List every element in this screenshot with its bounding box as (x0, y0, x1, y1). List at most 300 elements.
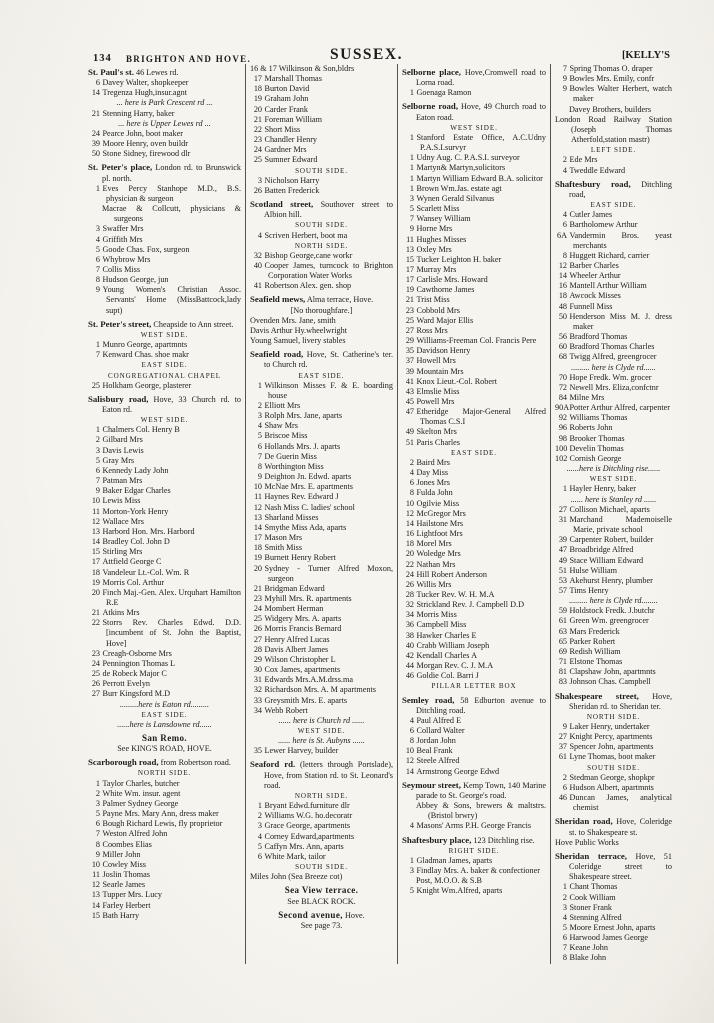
house-number: 14 (91, 88, 100, 98)
directory-entry: 12 Searle James (88, 880, 241, 890)
directory-entry: 4 Stenning Alfred (555, 913, 672, 923)
directory-entry: 5 Gray Mrs (88, 456, 241, 466)
house-number: 26 (91, 679, 100, 689)
directory-entry: 6 Harwood James George (555, 933, 672, 943)
directory-entry: 10 Lewis Miss (88, 496, 241, 506)
house-number: 23 (91, 648, 100, 658)
house-number: 9 (95, 849, 100, 859)
house-number: 22 (405, 559, 414, 569)
directory-entry: 16 Mantell Arthur William (555, 281, 672, 291)
house-number: 22 (253, 124, 262, 134)
street-heading: Second avenue, Hove. (278, 909, 365, 920)
house-number: 35 (405, 346, 414, 356)
directory-entry: 10 McNae Mrs. E. apartments (250, 482, 393, 492)
house-number: 21 (253, 583, 262, 593)
directory-entry: 7 Collis Miss (88, 265, 241, 275)
directory-entry: 23 Cobbold Mrs (402, 306, 546, 316)
side-heading: SOUTH SIDE. (587, 763, 640, 772)
house-number: 1 (562, 882, 567, 892)
see-reference: See KING'S ROAD, HOVE. (117, 744, 212, 754)
directory-entry: 18 Morel Mrs (402, 539, 546, 549)
directory-entry: 6 Hollands Mrs. J. aparts (250, 442, 393, 452)
house-number: 27 (253, 634, 262, 644)
house-number: 16 (558, 281, 567, 291)
directory-entry: 7 Patman Mrs (88, 476, 241, 486)
house-number: 10 (253, 482, 262, 492)
directory-entry: 51 Paris Charles (402, 438, 546, 448)
directory-entry: 16 Lightfoot Mrs (402, 529, 546, 539)
street-heading: Seafield road, Hove, St. Catherine's ter. to Church rd. (250, 349, 393, 370)
house-number: 6 (95, 465, 100, 475)
directory-entry: 5 Goode Chas. Fox, surgeon (88, 245, 241, 255)
house-number: 7 (409, 214, 414, 224)
directory-entry: Davey Brothers, builders (569, 104, 652, 114)
directory-entry: 13 Tupper Mrs. Lucy (88, 890, 241, 900)
house-number: 1 (257, 380, 262, 390)
street-heading: Sheridan terrace, Hove, 51 Coleridge street to Shakespeare street. (555, 850, 672, 882)
column-container (84, 64, 676, 964)
house-number: 1 (95, 340, 100, 350)
directory-entry: Ovenden Mrs. Jane, smith (250, 315, 336, 325)
house-number: 39 (558, 535, 567, 545)
house-number: 46 (558, 793, 567, 803)
directory-entry: 20 Finch Maj.-Gen. Alex. Urquhart Hamilton R.E (88, 588, 241, 608)
directory-entry: 39 Moore Henry, oven buildr (88, 139, 241, 149)
house-number: 6A (556, 230, 567, 240)
house-number: 4 (409, 715, 414, 725)
directory-entry: 9 Miller John (88, 850, 241, 860)
directory-entry: 11 Morton-York Henry (88, 507, 241, 517)
street-name: Sheridan road, (555, 816, 613, 827)
house-number: 1 (95, 778, 100, 788)
house-number: 5 (257, 431, 262, 441)
directory-entry: 41 Robertson Alex. gen. shop (250, 281, 393, 291)
directory-entry: 33 Greysmith Mrs. E. aparts (250, 696, 393, 706)
house-number: 57 (558, 585, 567, 595)
directory-entry: 13 Oxley Mrs (402, 245, 546, 255)
side-heading: EAST SIDE. (298, 371, 345, 380)
directory-entry: 10 Cowley Miss (88, 860, 241, 870)
directory-entry: 40 Crabb William Joseph (402, 641, 546, 651)
directory-entry: 4 Tweddle Edward (555, 166, 672, 176)
cross-street-note: ...... here is Church rd ...... (278, 715, 365, 725)
house-number: 18 (253, 543, 262, 553)
house-number: 70 (558, 372, 567, 382)
directory-entry: 1 Martyn William Edward B.A. solicitor (402, 174, 546, 184)
directory-entry: 1 Bryant Edwd.furniture dlr (250, 801, 393, 811)
directory-entry: 23 Chandler Henry (250, 135, 393, 145)
directory-entry: 7 Keane John (555, 943, 672, 953)
directory-entry: 21 Bridgman Edward (250, 584, 393, 594)
directory-entry: 14 Wheeler Arthur (555, 271, 672, 281)
directory-entry: London Road Railway Station (Joseph Thomas Atherfold,station mastr) (555, 114, 672, 145)
house-number: 7 (95, 829, 100, 839)
directory-entry: 13 Harbord Hon. Mrs. Harbord (88, 527, 241, 537)
side-heading: SOUTH SIDE. (295, 166, 348, 175)
house-number: 6 (562, 220, 567, 230)
side-heading: SOUTH SIDE. (295, 221, 348, 230)
directory-entry: 49 Skelton Mrs (402, 427, 546, 437)
house-number: 9 (257, 472, 262, 482)
directory-entry: 44 Morgan Rev. C. J. M.A (402, 661, 546, 671)
directory-entry: 72 Newell Mrs. Eliza,confctnr (555, 383, 672, 393)
directory-entry: 40 Cooper James, turncock to Brighton Corporation Water Works (250, 261, 393, 281)
house-number: 15 (91, 547, 100, 557)
street-name: San Remo. (141, 733, 188, 743)
house-number: 22 (91, 618, 100, 628)
directory-entry: 8 Huggett Richard, carrier (555, 251, 672, 261)
directory-entry: 32 Bishop George,cane workr (250, 251, 393, 261)
house-number: 15 (405, 254, 414, 264)
directory-entry: 14 Armstrong George Edwd (402, 767, 546, 777)
side-heading: CONGREGATIONAL CHAPEL (107, 371, 222, 380)
directory-entry: 3 Nicholson Harry (250, 176, 393, 186)
house-number: 25 (253, 155, 262, 165)
directory-entry: 2 Ede Mrs (555, 155, 672, 165)
county-title: SUSSEX. (330, 46, 403, 63)
directory-entry: 7 Kenward Chas. shoe makr (88, 350, 241, 360)
house-number: 41 (253, 281, 262, 291)
directory-entry: 1 Udny Aug. C. P.A.S.I. surveyor (402, 153, 546, 163)
directory-entry: 1 Chalmers Col. Henry B (88, 425, 241, 435)
house-number: 3 (95, 224, 100, 234)
directory-entry: 34 Webb Robert (250, 706, 393, 716)
directory-entry: 9 Baker Edgar Charles (88, 486, 241, 496)
street-heading: Semley road, 58 Edburton avenue to Ditchling road. (402, 694, 546, 715)
house-number: 18 (91, 567, 100, 577)
street-heading: St. Paul's st. 46 Lewes rd. (88, 67, 179, 77)
directory-entry: Macrae & Collcutt, physicians & surgeons (102, 204, 241, 224)
directory-entry: 17 Murray Mrs (402, 265, 546, 275)
house-number: 7 (257, 451, 262, 461)
house-number: 26 (405, 579, 414, 589)
directory-entry: 2 Williams W.G. ho.decoratr (250, 811, 393, 821)
directory-entry: 2 White Wm. insur. agent (88, 789, 241, 799)
house-number: 10 (91, 496, 100, 506)
street-name: Seaford rd. (250, 759, 296, 770)
house-number: 3 (257, 821, 262, 831)
house-number: 5 (95, 244, 100, 254)
directory-entry: 8 Fulda John (402, 488, 546, 498)
directory-entry: 9 Bowles Mrs. Emily, confr (555, 74, 672, 84)
directory-entry: 35 Lewer Harvey, builder (250, 746, 393, 756)
directory-entry: 26 Morris Francis Bernard (250, 624, 393, 634)
directory-entry: 61 Green Wm. greengrocer (555, 616, 672, 626)
house-number: 8 (562, 250, 567, 260)
side-heading: EAST SIDE. (590, 201, 637, 210)
directory-entry: 47 Etheridge Major-General Alfred Thomas C.S.I (402, 407, 546, 427)
house-number: 81 (558, 667, 567, 677)
house-number: 8 (95, 839, 100, 849)
house-number: 19 (253, 94, 262, 104)
house-number: 3 (95, 445, 100, 455)
house-number: 48 (558, 301, 567, 311)
house-number: 63 (558, 626, 567, 636)
house-number: 12 (405, 508, 414, 518)
directory-entry: 1 Eves Percy Stanhope M.D., B.S. physician & surgeon (88, 184, 241, 204)
directory-entry: 38 Hawker Charles E (402, 631, 546, 641)
house-number: 7 (562, 64, 567, 73)
house-number: 8 (562, 953, 567, 963)
cross-street-note: .........here is Eaton rd......... (119, 699, 210, 709)
house-number: 6 (257, 851, 262, 861)
directory-entry: 39 Mountain Mrs (402, 367, 546, 377)
house-number: 40 (405, 640, 414, 650)
house-number: 24 (91, 128, 100, 138)
cross-street-note: ...... here is Stanley rd ...... (570, 494, 657, 504)
directory-entry: 1 Brown Wm.Jas. estate agt (402, 184, 546, 194)
directory-entry: 65 Parker Robert (555, 637, 672, 647)
directory-entry: 24 Gardner Mrs (250, 145, 393, 155)
house-number: 50 (558, 311, 567, 321)
house-number: 11 (406, 234, 414, 244)
street-name: Selborne place, (402, 67, 461, 77)
house-number: 5 (95, 455, 100, 465)
directory-entry: 43 Elmslie Miss (402, 387, 546, 397)
street-name: Second avenue, (278, 909, 343, 920)
house-number: 14 (91, 900, 100, 910)
directory-entry: 15 Tucker Leighton H. baker (402, 255, 546, 265)
side-heading: WEST SIDE. (450, 123, 498, 132)
street-name: Shakespeare street, (555, 690, 639, 701)
house-number: 14 (253, 522, 262, 532)
house-number: 61 (558, 752, 567, 762)
house-number: 7 (95, 264, 100, 274)
directory-entry: 37 Howell Mrs (402, 356, 546, 366)
directory-entry: 102 Cornish George (555, 453, 622, 463)
house-number: 12 (405, 756, 414, 766)
side-heading: EAST SIDE. (451, 448, 497, 457)
directory-entry: 7 De Guerin Miss (250, 452, 393, 462)
house-number: 25 (405, 315, 414, 325)
house-number: 6 (95, 254, 100, 264)
house-number: 40 (253, 260, 262, 270)
house-number: 29 (405, 336, 414, 346)
directory-entry: 28 Tucker Rev. W. H. M.A (402, 590, 546, 600)
house-number: 14 (91, 537, 100, 547)
directory-column-3 (397, 64, 550, 964)
house-number: 8 (95, 275, 100, 285)
house-number: 13 (91, 526, 100, 536)
house-number: 7 (95, 476, 100, 486)
directory-entry: 70 Hope Fredk. Wm. grocer (555, 373, 672, 383)
directory-entry: 11 Haynes Rev. Edward J (250, 492, 393, 502)
house-number: 1 (95, 425, 100, 435)
house-number: 100 (555, 443, 568, 453)
directory-entry: 10 Beal Frank (402, 746, 546, 756)
street-name: Scotland street, (250, 199, 314, 210)
house-number: 36 (405, 620, 414, 630)
directory-entry: 2 Elliott Mrs (250, 401, 393, 411)
directory-entry: 26 Perrott Evelyn (88, 679, 241, 689)
street-name: Seafield mews, (250, 294, 306, 305)
house-number: 12 (91, 880, 100, 890)
directory-entry: 3 Wynen Gerald Silvanus (402, 194, 546, 204)
directory-entry: 6 Whybrow Mrs (88, 255, 241, 265)
house-number: 2 (257, 401, 262, 410)
directory-entry: 23 Myhill Mrs. R. apartments (250, 594, 393, 604)
directory-entry: 27 Burr Kingsford M.D (88, 689, 241, 699)
street-heading: Sheridan road, Hove, Coleridge st. to Shakespeare st. (555, 816, 672, 837)
directory-entry: 50 Stone Sidney, firewood dlr (88, 149, 241, 159)
directory-entry: 42 Kendall Charles A (402, 651, 546, 661)
house-number: 47 (558, 545, 567, 555)
house-number: 21 (405, 295, 414, 305)
house-number: 37 (558, 742, 567, 752)
house-number: 34 (405, 610, 414, 620)
directory-entry: 2 Cook William (555, 893, 672, 903)
directory-entry: Davis Arthur Hy.wheelwright (250, 325, 348, 335)
side-heading: NORTH SIDE. (586, 712, 641, 721)
house-number: 18 (253, 84, 262, 94)
directory-entry: 1 Taylor Charles, butcher (88, 779, 241, 789)
house-number: 20 (253, 563, 262, 573)
directory-entry: 4 Cutler James (555, 210, 672, 220)
directory-entry: 21 Trist Miss (402, 295, 546, 305)
directory-entry: 20 Woledge Mrs (402, 549, 546, 559)
directory-entry: 71 Elstone Thomas (555, 657, 672, 667)
directory-entry: 8 Coombes Elias (88, 840, 241, 850)
directory-entry: 19 Morris Col. Arthur (88, 578, 241, 588)
house-number: 5 (95, 809, 100, 819)
cross-street-note: ...... here is St. Aubyns ...... (278, 736, 365, 746)
house-number: 32 (253, 250, 262, 260)
house-number: 51 (405, 437, 414, 447)
directory-entry: 22 Short Miss (250, 125, 393, 135)
directory-entry: 81 Clapshaw John, apartmnts (555, 667, 672, 677)
directory-entry: 31 Marchand Mademoiselle Marie, private school (555, 515, 672, 535)
side-heading: LEFT SIDE. (590, 146, 637, 155)
house-number: 19 (91, 577, 100, 587)
directory-entry: 12 Nash Miss C. ladies' school (250, 503, 393, 513)
street-heading: Scotland street, Southover street to Albion hill. (250, 199, 393, 220)
house-number: 23 (405, 305, 414, 315)
directory-column-1 (84, 64, 245, 964)
directory-entry: 100 Develin Thomas (555, 443, 624, 453)
cross-street-note: ......... here is Clyde rd...... (571, 362, 656, 372)
house-number: 5 (257, 841, 262, 851)
house-number: 3 (95, 798, 100, 808)
directory-entry: 1 Gladman James, aparts (402, 856, 546, 866)
house-number: 53 (558, 575, 567, 585)
directory-entry: 3 Findlay Mrs. A. baker & confectioner (402, 866, 546, 876)
directory-entry: 32 Strickland Rev. J. Campbell D.D (402, 600, 546, 610)
house-number: 35 (253, 746, 262, 756)
directory-entry: 4 Paul Alfred E (402, 716, 546, 726)
house-number: 3 (409, 866, 414, 876)
side-heading: EAST SIDE. (141, 361, 188, 370)
house-number: 1 (409, 153, 414, 163)
house-number: 102 (555, 453, 568, 463)
directory-entry: 3 Stoner Frank (555, 903, 672, 913)
house-number: 3 (257, 175, 262, 185)
house-number: 9 (95, 285, 100, 295)
directory-entry: 14 Farley Herbert (88, 901, 241, 911)
street-name: Shaftesbury place, (402, 834, 472, 845)
directory-entry: 1 Goenaga Ramon (402, 88, 546, 98)
street-name: Seafield road, (250, 349, 304, 360)
house-number: 16 (405, 529, 414, 539)
directory-column-2 (245, 64, 397, 964)
street-name: Salisbury road, (88, 393, 149, 404)
directory-entry: 32 Richardson Mrs. A. M apartments (250, 685, 393, 695)
house-number: 24 (253, 604, 262, 614)
house-number: 34 (253, 705, 262, 715)
house-number: 1 (257, 801, 262, 811)
street-heading: Seymour street, Kemp Town, 140 Marine parade to St. George's road. (402, 779, 546, 800)
directory-entry: 19 Burnett Henry Robert (250, 553, 393, 563)
house-number: 51 (558, 565, 567, 575)
directory-entry: 18 Burton David (250, 84, 393, 94)
house-number: 5 (562, 922, 567, 932)
directory-entry: 45 Powell Mrs (402, 397, 546, 407)
directory-entry: 18 Vandeleur Lt.-Col. Wm. R (88, 568, 241, 578)
cross-street-note: ......here is Lansdowne rd...... (117, 719, 212, 729)
directory-entry: 14 Hailstone Mrs (402, 519, 546, 529)
directory-entry: 27 Henry Alfred Lucas (250, 635, 393, 645)
house-number: 2 (257, 811, 262, 821)
house-number: 4 (409, 821, 414, 831)
side-heading: NORTH SIDE. (137, 769, 192, 778)
directory-entry: 27 Ross Mrs (402, 326, 546, 336)
directory-entry: 14 Bradley Col. John D (88, 537, 241, 547)
house-number: 25 (91, 669, 100, 679)
directory-entry: 25 Widgery Mrs. A. aparts (250, 614, 393, 624)
house-number: 92 (558, 413, 567, 423)
street-name: Scarborough road, (88, 757, 159, 768)
directory-entry: 13 Sharland Misses (250, 513, 393, 523)
directory-entry: 1 Stanford Estate Office, A.C.Udny P.A.S.I.survyr (402, 133, 546, 153)
see-reference: [No thoroughfare.] (290, 305, 353, 315)
house-number: 65 (558, 636, 567, 646)
directory-entry: 21 Foreman William (250, 115, 393, 125)
directory-entry: 24 Hill Robert Anderson (402, 570, 546, 580)
house-number: 1 (95, 183, 100, 193)
directory-entry: 11 Joslin Thomas (88, 870, 241, 880)
house-number: 4 (257, 831, 262, 841)
house-number: 19 (253, 553, 262, 563)
cross-street-note: ... here is Park Crescent rd ... (116, 98, 213, 108)
house-number: 6 (562, 782, 567, 792)
house-number: 59 (558, 606, 567, 616)
house-number: 90A (555, 403, 570, 413)
directory-entry: 25 Holkham George, plasterer (88, 381, 241, 391)
directory-entry: 41 Knox Lieut.-Col. Robert (402, 377, 546, 387)
street-heading (88, 733, 241, 744)
street-heading: Salisbury road, Hove, 33 Church rd. to Eaton rd. (88, 393, 241, 414)
house-number: 19 (405, 285, 414, 295)
directory-entry: 9 Deighton Jn. Edwd. aparts (250, 472, 393, 482)
directory-entry: 1 Wilkinson Misses F. & E. boarding house (250, 381, 393, 401)
directory-entry: 20 Sydney - Turner Alfred Moxon, surgeon (250, 564, 393, 584)
directory-entry: 36 Campbell Miss (402, 620, 546, 630)
house-number: 3 (257, 411, 262, 421)
directory-entry: 37 Spencer John, apartments (555, 742, 672, 752)
directory-entry: 5 Payne Mrs. Mary Ann, dress maker (88, 809, 241, 819)
directory-entry: 61 Lyne Thomas, boot maker (555, 752, 672, 762)
directory-entry: 25 Ward Major Ellis (402, 316, 546, 326)
house-number: 21 (91, 608, 100, 618)
directory-entry: 24 Pearce John, boot maker (88, 129, 241, 139)
house-number: 7 (562, 943, 567, 953)
directory-entry: 9 Bowles Walter Herbert, watch maker (555, 84, 672, 104)
directory-entry: 24 Pennington Thomas L (88, 659, 241, 669)
directory-entry: 53 Akehurst Henry, plumber (555, 576, 672, 586)
directory-entry: 96 Roberts John (555, 423, 672, 433)
directory-entry: 84 Milne Mrs (555, 393, 672, 403)
directory-entry: 27 Collison Michael, aparts (555, 505, 672, 515)
house-number: 10 (405, 746, 414, 756)
